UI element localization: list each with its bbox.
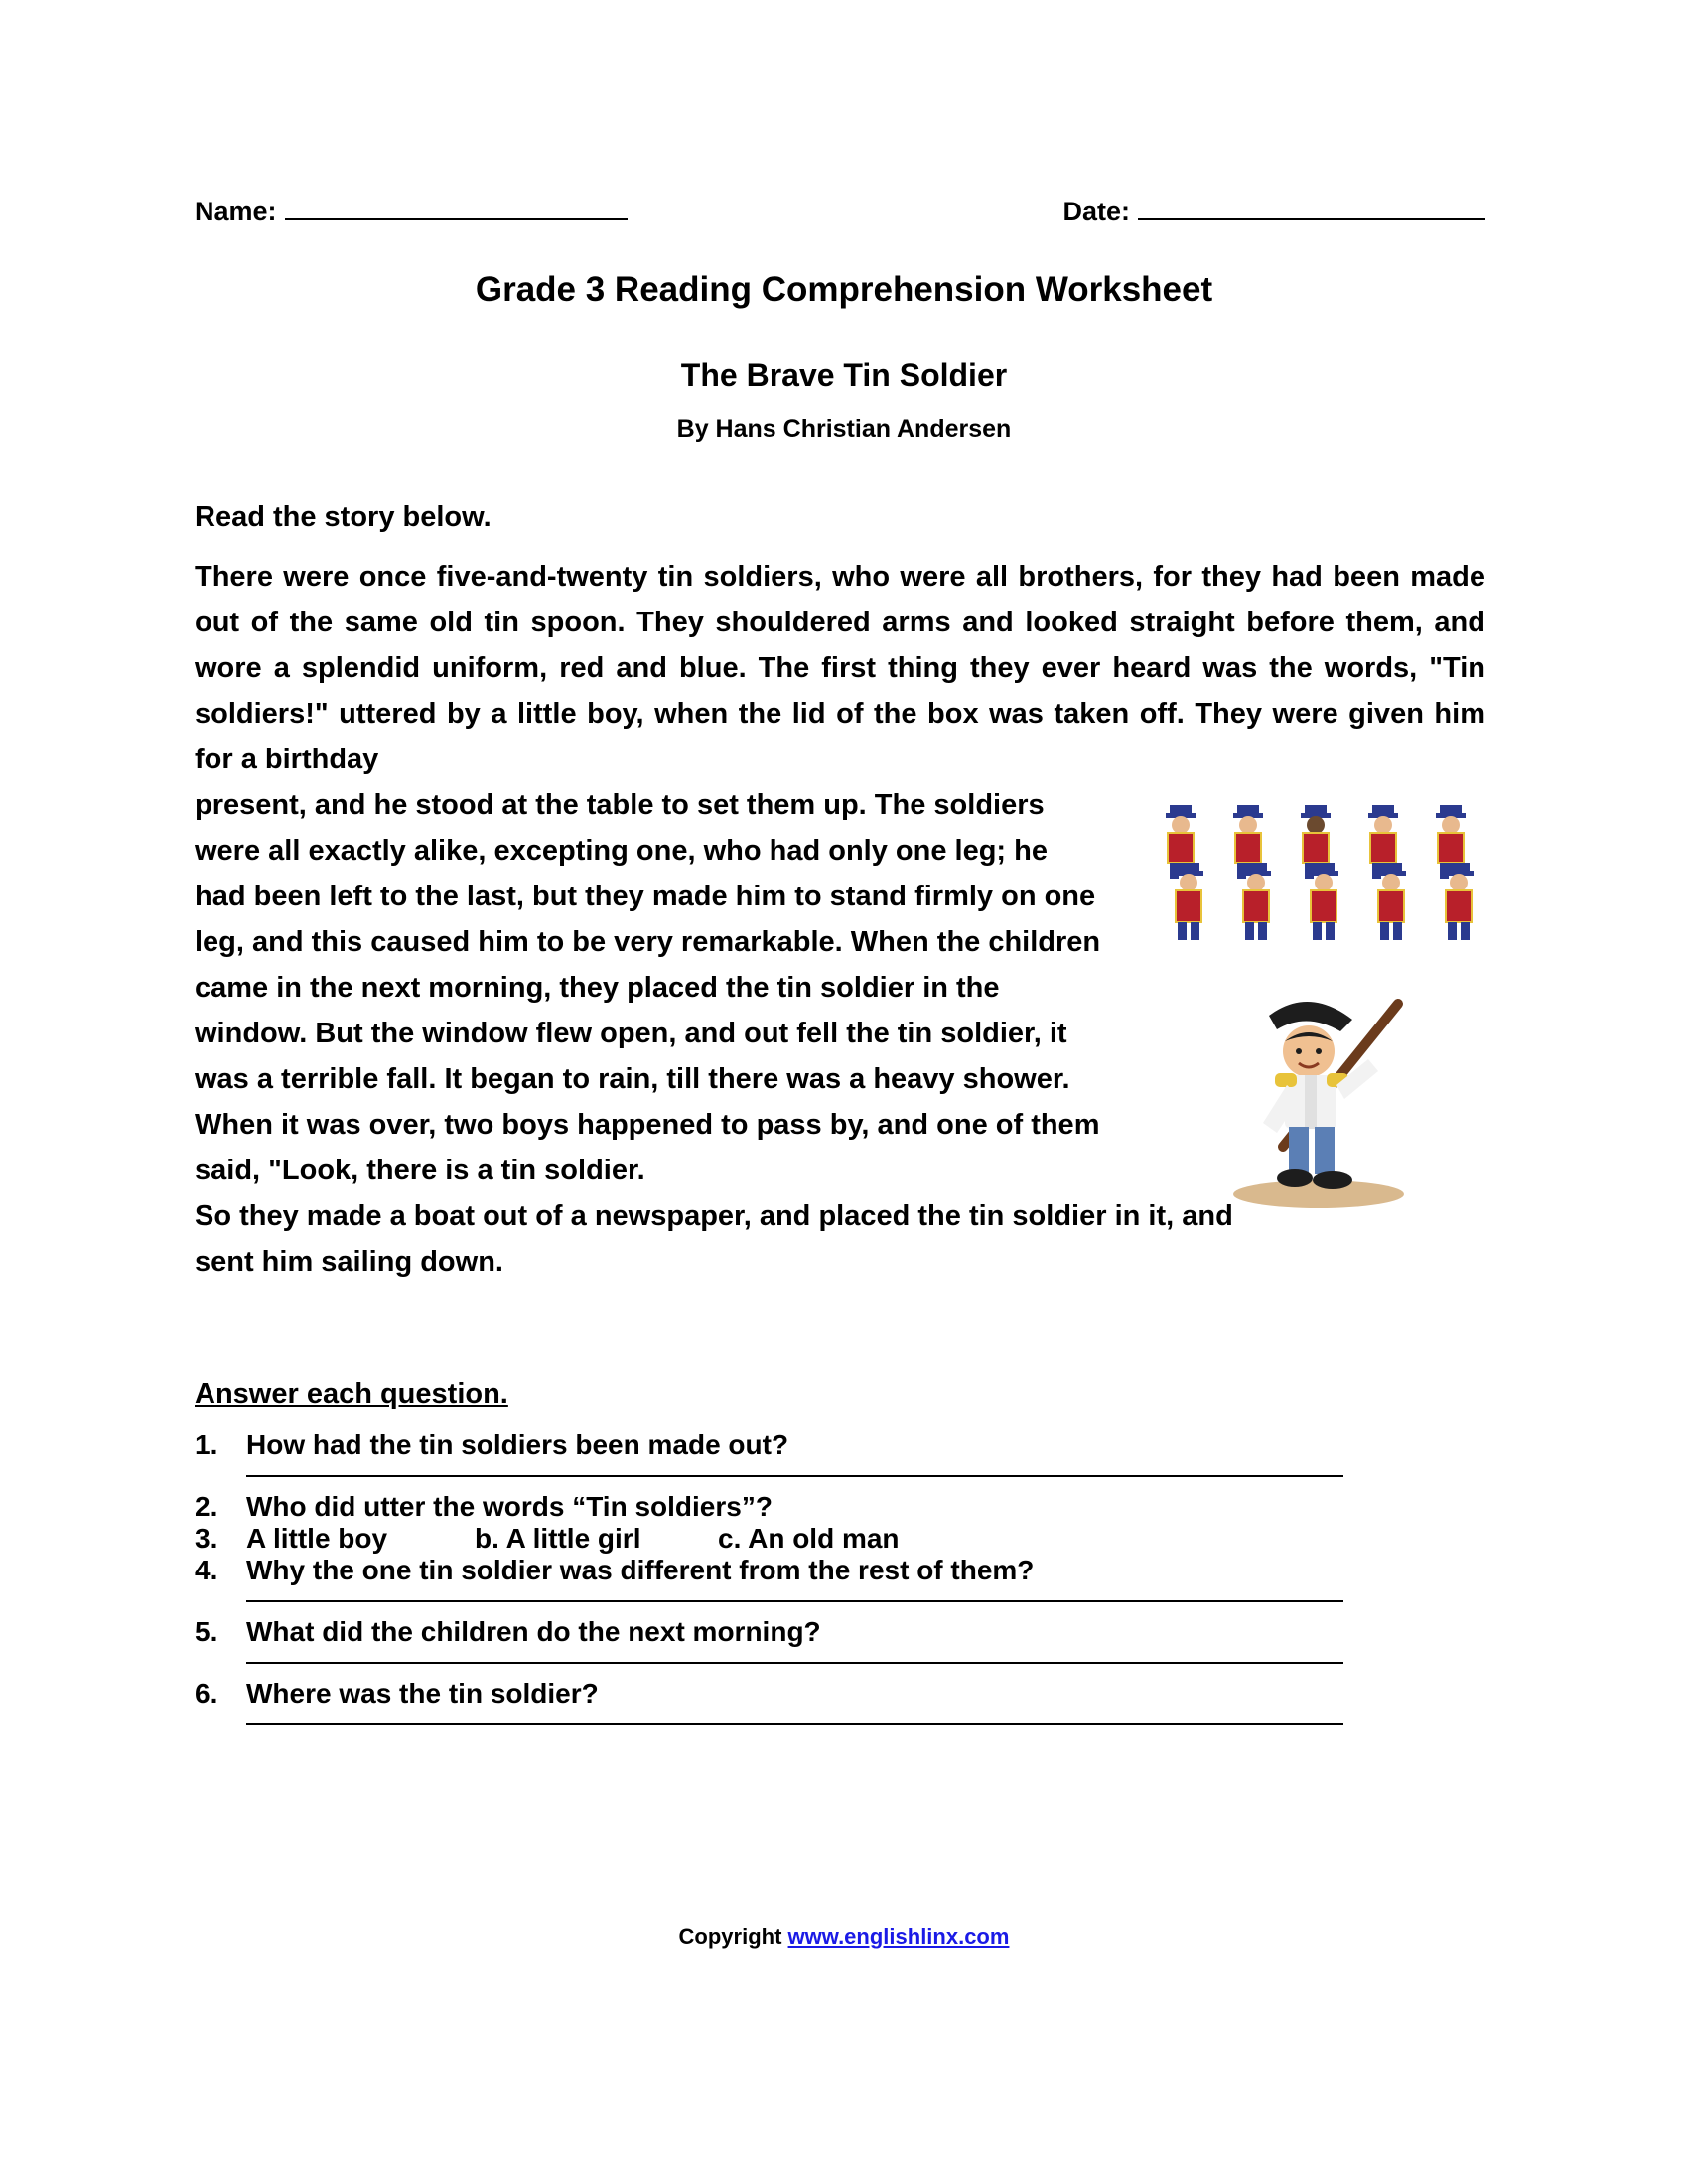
page-title: Grade 3 Reading Comprehension Worksheet [475, 270, 1213, 309]
story-paragraph-3: So they made a boat out of a newspaper, and placed the tin soldier in it, and [195, 1200, 1233, 1232]
question-number: 5. [195, 1616, 218, 1647]
date-write-line[interactable] [1138, 218, 1485, 220]
story-paragraph-4: sent him sailing down. [195, 1246, 503, 1278]
story-paragraph-1: There were once five-and-twenty tin soldiers, who were all brothers, for they had been made out of the same old tin spoon. They shouldered arms and looked straight before them, and wore a splendid uniform, red and blue. The first thing they ever heard was the words, "Tin soldiers!" uttered by a little boy, when the lid of the box was taken off. They were given him for a birthday [195, 561, 1485, 775]
read-instruction: Read the story below. [195, 501, 492, 533]
answer-write-line[interactable] [246, 1723, 1343, 1725]
choice-a[interactable]: A little boy [246, 1523, 388, 1554]
answer-choices [246, 1523, 1485, 1555]
question-item-choices [195, 1523, 1485, 1555]
row-of-tin-soldiers-illustration [1154, 799, 1501, 968]
single-tin-soldier-illustration [1192, 968, 1450, 1216]
question-text: What did the children do the next morning? [246, 1616, 821, 1647]
question-text: Who did utter the words “Tin soldiers”? [246, 1491, 773, 1522]
date-field[interactable] [1062, 197, 1485, 227]
story-title: The Brave Tin Soldier [680, 357, 1008, 393]
question-text: How had the tin soldiers been made out? [246, 1430, 789, 1460]
story-author: By Hans Christian Andersen [676, 415, 1012, 443]
question-item [195, 1491, 1485, 1523]
name-date-row [195, 197, 1485, 227]
question-number: 2. [195, 1491, 218, 1522]
choice-b[interactable]: b. A little girl [475, 1523, 641, 1554]
questions-heading: Answer each question. [195, 1378, 508, 1410]
questions-list [195, 1430, 1485, 1725]
copyright-label: Copyright [678, 1924, 788, 1949]
question-number: 3. [195, 1523, 218, 1554]
story-paragraph-2: present, and he stood at the table to set them up. The soldiers were all exactly alike, excepting one, who had only one leg; he had been left to the last, but they made him to stand firmly on one leg, and this caused him to be very remarkable. When the children came in the next morning, they placed the tin soldier in the window. But the window flew open, and out fell the tin soldier, it was a terrible fall. It began to rain, till there was a heavy shower. When it was over, two boys happened to pass by, and one of them said, "Look, there is a tin soldier. [195, 789, 1101, 1186]
question-number: 1. [195, 1430, 218, 1460]
question-item [195, 1678, 1485, 1709]
question-number: 6. [195, 1678, 218, 1708]
question-text: Why the one tin soldier was different from the rest of them? [246, 1555, 1035, 1585]
footer [0, 1924, 1688, 1950]
question-number: 4. [195, 1555, 218, 1585]
website-link[interactable]: www.englishlinx.com [787, 1924, 1010, 1949]
question-item [195, 1616, 1485, 1648]
date-label: Date: [1062, 197, 1130, 226]
question-item [195, 1555, 1485, 1586]
choice-c[interactable]: c. An old man [718, 1523, 900, 1554]
question-item [195, 1430, 1485, 1461]
name-label: Name: [195, 197, 277, 226]
name-field[interactable] [195, 197, 628, 227]
name-write-line[interactable] [285, 218, 628, 220]
question-text: Where was the tin soldier? [246, 1678, 599, 1708]
